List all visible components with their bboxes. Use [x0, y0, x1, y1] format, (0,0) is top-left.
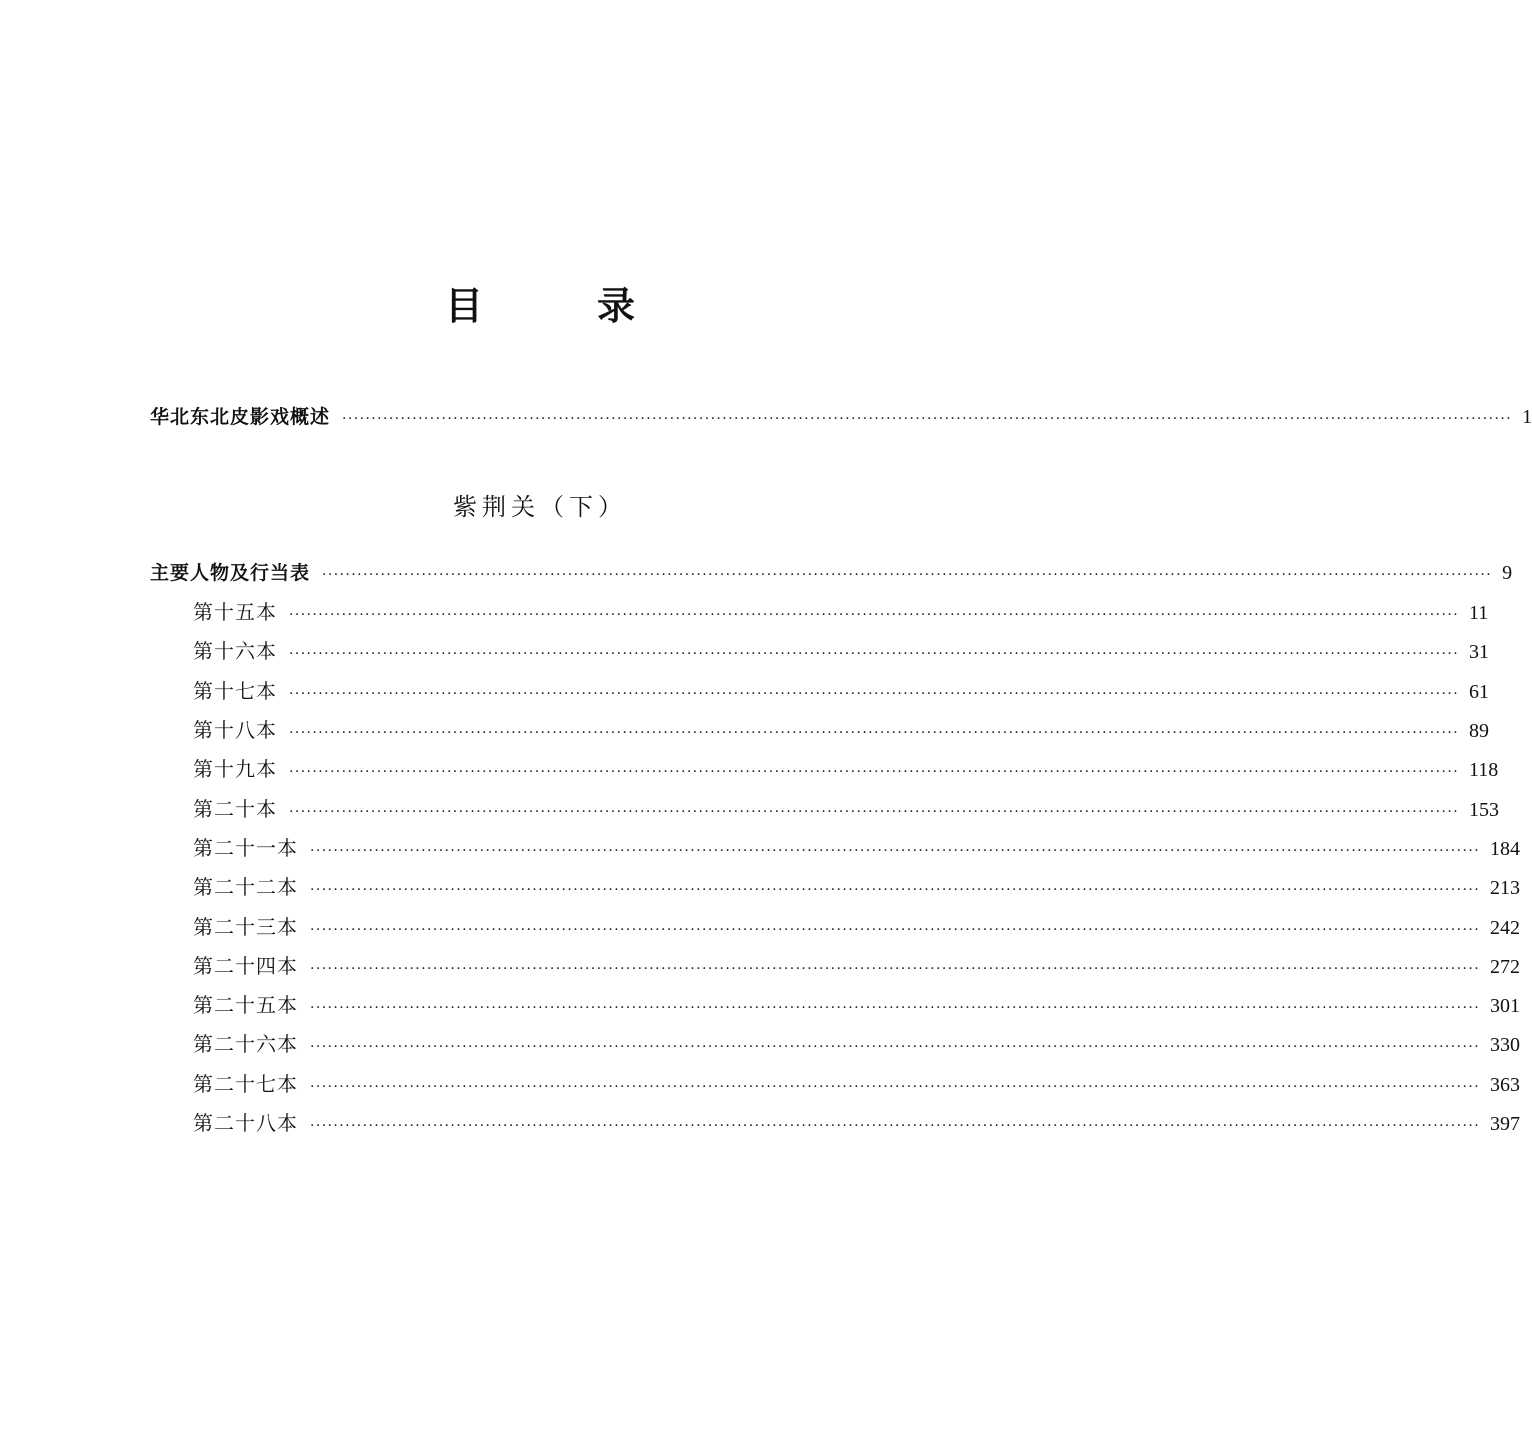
dot-leader: ········································································································································································································	[310, 882, 1481, 898]
toc-entry-page-number: 242	[1490, 917, 1521, 939]
toc-entry-label: 主要人物及行当表	[150, 562, 311, 584]
toc-entry-page-number: 213	[1490, 877, 1521, 899]
dot-leader: ········································································································································································································	[289, 686, 1460, 702]
dot-leader: ········································································································································································································	[310, 1079, 1481, 1095]
dot-leader: ········································································································································································································	[289, 725, 1460, 741]
toc-entry-chapter[interactable]	[193, 1026, 1521, 1062]
dot-leader: ········································································································································································································	[289, 764, 1460, 780]
toc-entry-chapter[interactable]	[193, 948, 1521, 984]
toc-entry-label: 第十七本	[193, 679, 277, 703]
toc-entry-label: 第二十三本	[193, 915, 298, 939]
section-title: 紫荆关（下）	[453, 493, 627, 521]
toc-entry-chapter[interactable]	[193, 869, 1521, 905]
toc-entry-chapter[interactable]	[193, 909, 1521, 945]
toc-entry-chapter[interactable]	[193, 751, 1499, 787]
dot-leader: ········································································································································································································	[289, 646, 1460, 662]
toc-entry-chapter[interactable]	[193, 712, 1490, 748]
toc-entry-label: 第二十一本	[193, 836, 298, 860]
toc-entry-label: 第二十六本	[193, 1032, 298, 1056]
dot-leader: ········································································································································································································	[310, 961, 1481, 977]
toc-entry-page-number: 11	[1469, 602, 1489, 624]
toc-entry-chapter[interactable]	[193, 673, 1490, 709]
toc-entry-page-number: 9	[1502, 562, 1513, 584]
toc-entry-overview[interactable]	[150, 399, 1532, 435]
toc-entry-page-number: 89	[1469, 720, 1490, 742]
dot-leader: ········································································································································································································	[310, 1000, 1481, 1016]
dot-leader: ········································································································································································································	[322, 567, 1493, 583]
toc-entry-chapter[interactable]	[193, 633, 1490, 669]
toc-entry-chapter[interactable]	[193, 594, 1489, 630]
toc-entry-page-number: 184	[1490, 838, 1521, 860]
toc-entry-label: 第二十四本	[193, 954, 298, 978]
dot-leader: ········································································································································································································	[310, 922, 1481, 938]
toc-entry-chapter[interactable]	[193, 1105, 1521, 1141]
toc-entry-label: 第二十八本	[193, 1111, 298, 1135]
toc-entry-page-number: 61	[1469, 681, 1490, 703]
toc-entry-chapter[interactable]	[193, 1066, 1521, 1102]
toc-entry-page-number: 31	[1469, 641, 1490, 663]
page-title: 目 录	[444, 284, 673, 328]
toc-entry-page-number: 118	[1469, 759, 1499, 781]
dot-leader: ········································································································································································································	[310, 843, 1481, 859]
toc-entry-chapter[interactable]	[193, 791, 1500, 827]
toc-entry-page-number: 330	[1490, 1034, 1521, 1056]
toc-entry-chapter[interactable]	[193, 830, 1521, 866]
dot-leader: ········································································································································································································	[310, 1118, 1481, 1134]
dot-leader: ········································································································································································································	[289, 607, 1460, 623]
toc-entry-page-number: 363	[1490, 1074, 1521, 1096]
toc-entry-label: 第二十二本	[193, 875, 298, 899]
toc-entry-page-number: 272	[1490, 956, 1521, 978]
dot-leader: ········································································································································································································	[342, 411, 1513, 427]
toc-entry-page-number: 153	[1469, 799, 1500, 821]
toc-entry-label: 第二十七本	[193, 1072, 298, 1096]
toc-entry-label: 第十六本	[193, 639, 277, 663]
dot-leader: ········································································································································································································	[310, 1039, 1481, 1055]
toc-entry-label: 第十九本	[193, 757, 277, 781]
toc-entry-label: 第十八本	[193, 718, 277, 742]
toc-entry-page-number: 301	[1490, 995, 1521, 1017]
toc-entry-chapter[interactable]	[193, 987, 1521, 1023]
toc-entry-label: 第二十本	[193, 797, 277, 821]
toc-entry-page-number: 397	[1490, 1113, 1521, 1135]
toc-entry-label: 华北东北皮影戏概述	[150, 406, 331, 428]
toc-entry-label: 第十五本	[193, 600, 277, 624]
toc-entry-page-number: 1	[1522, 406, 1532, 428]
toc-entry-label: 第二十五本	[193, 993, 298, 1017]
toc-entry-character-table[interactable]	[150, 555, 1513, 591]
dot-leader: ········································································································································································································	[289, 804, 1460, 820]
